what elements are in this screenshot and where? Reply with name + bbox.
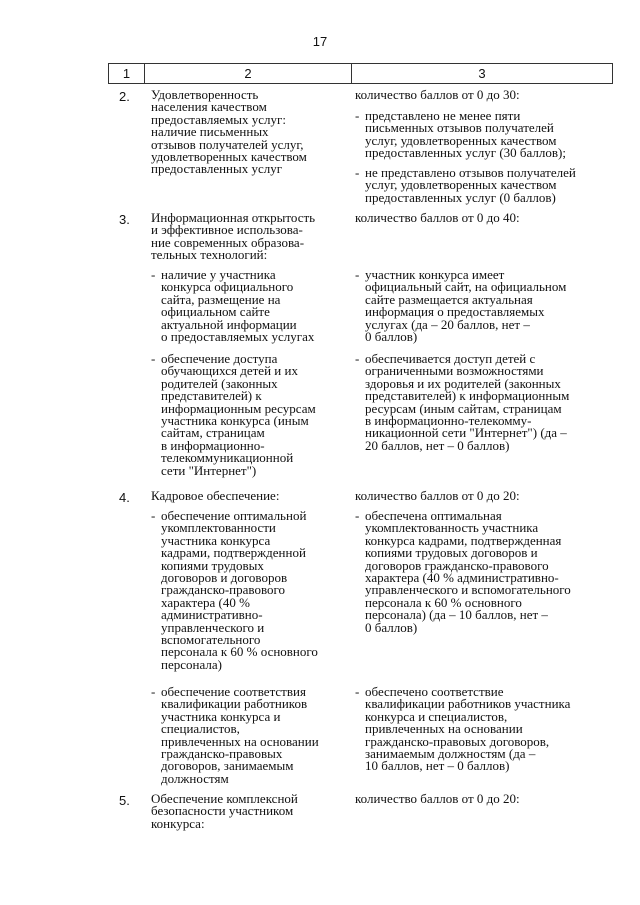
criterion-title-line: Информационная открытость	[151, 210, 316, 225]
score-range-text: количество баллов от 0 до 40:	[355, 210, 520, 225]
sub-criterion-line: привлеченных на основании	[365, 721, 523, 737]
sub-criterion-line: конкурса кадрами, подтвержденная	[365, 532, 562, 548]
criterion-title	[151, 490, 351, 502]
dash-marker: -	[355, 165, 360, 180]
sub-criterion-line: представителей) к	[161, 388, 262, 404]
table-header	[108, 63, 613, 84]
sub-criterion-line: обеспечивается доступ детей с	[365, 351, 536, 366]
criterion-title-line: предоставленных услуг	[151, 161, 283, 177]
criterion-title-line: безопасности участником	[151, 803, 294, 819]
sub-criterion-line: участник конкурса имеет	[365, 267, 505, 282]
sub-criterion-line: договоров гражданско-правового	[365, 557, 549, 573]
sub-criterion-line: специалистов,	[161, 721, 240, 737]
sub-criterion-line: ограниченными возможностями	[365, 363, 544, 379]
sub-criterion-line: услуг, удовлетворенных качеством	[365, 177, 557, 193]
criterion-title-line: удовлетворенных качеством	[151, 149, 307, 165]
sub-criterion-line: персонала) (да – 10 баллов, нет –	[365, 607, 548, 623]
sub-criterion-line: сайта, размещение на	[161, 291, 281, 307]
sub-criterion-line: участника конкурса и	[161, 708, 281, 724]
score-range-text: количество баллов от 0 до 20:	[355, 488, 520, 503]
sub-criterion-line: 0 баллов)	[365, 329, 418, 345]
sub-criterion-line: управленческого и вспомогательного	[365, 582, 571, 598]
sub-criterion-line: персонала к 60 % основного	[161, 644, 318, 660]
sub-criterion-line: участника конкурса (иным	[161, 413, 309, 429]
sub-criterion-line: предоставленных услуг (30 баллов);	[365, 145, 566, 161]
sub-criterion-line: обеспечение оптимальной	[161, 508, 307, 523]
sub-criterion-line: ресурсам (иным сайтам, страницам	[365, 400, 562, 416]
sub-criterion-line: персонала)	[161, 656, 222, 672]
criterion-title-line: Обеспечение комплексной	[151, 791, 298, 806]
sub-criterion-line: квалификации работников участника	[365, 696, 571, 712]
score-range	[355, 490, 613, 502]
sub-criterion-line: обеспечение доступа	[161, 351, 278, 366]
sub-criterion-line: письменных отзывов получателей	[365, 120, 554, 136]
sub-criterion	[151, 353, 351, 477]
sub-criterion	[151, 269, 351, 343]
dash-marker: -	[151, 267, 156, 282]
sub-criterion-line: конкурса и специалистов,	[365, 708, 508, 724]
dash-marker: -	[151, 351, 156, 366]
dash-marker: -	[151, 508, 156, 523]
sub-criterion-line: представлено не менее пяти	[365, 108, 521, 123]
sub-criterion-line: обеспечена оптимальная	[365, 508, 502, 523]
sub-criterion-line: информационным ресурсам	[161, 400, 316, 416]
score-range-text: количество баллов от 0 до 30:	[355, 87, 520, 102]
criterion-title-line: Удовлетворенность	[151, 87, 259, 102]
criterion-title-line: конкурса:	[151, 815, 205, 831]
sub-criterion-line: родителей (законных	[161, 375, 278, 391]
sub-criterion-line: обучающихся детей и их	[161, 363, 298, 379]
sub-criterion-line: укомплектованности	[161, 520, 276, 536]
criterion-title-line: Кадровое обеспечение:	[151, 488, 280, 503]
header-col-1: 1	[109, 64, 145, 83]
sub-criterion-line: не представлено отзывов получателей	[365, 165, 576, 180]
sub-criterion-line: сайте размещается актуальная	[365, 291, 533, 307]
sub-criterion-line: административно-	[161, 607, 263, 623]
sub-criterion-line: гражданско-правовых договоров,	[365, 733, 550, 749]
sub-criterion-score	[355, 353, 613, 452]
dash-marker: -	[355, 108, 360, 123]
criterion-title	[151, 89, 351, 176]
sub-criterion-line: персонала к 60 % основного	[365, 594, 522, 610]
dash-marker: -	[355, 508, 360, 523]
sub-criterion-line: кадрами, подтвержденной	[161, 545, 306, 561]
criterion-title-line: предоставляемых услуг:	[151, 111, 286, 127]
sub-criterion-score	[355, 686, 613, 773]
sub-criterion-line: вспомогательного	[161, 632, 261, 648]
page-number: 17	[312, 34, 328, 49]
sub-criterion	[151, 510, 351, 671]
sub-criterion-line: актуальной информации	[161, 316, 297, 332]
sub-criterion	[151, 686, 351, 785]
criterion-title-line: и эффективное использова-	[151, 222, 303, 238]
sub-criterion-line: услуг, удовлетворенных качеством	[365, 132, 557, 148]
sub-criterion-line: 10 баллов, нет – 0 баллов)	[365, 758, 510, 774]
sub-criterion-line: 0 баллов)	[365, 619, 418, 635]
row-number: 2.	[119, 89, 130, 104]
sub-criterion-line: никационной сети "Интернет") (да –	[365, 425, 567, 441]
sub-criterion-line: гражданско-правового	[161, 582, 286, 598]
dash-marker: -	[355, 684, 360, 699]
sub-criterion-line: услугах (да – 20 баллов, нет –	[365, 316, 530, 332]
dash-marker: -	[355, 351, 360, 366]
criterion-title	[151, 793, 351, 830]
row-number: 4.	[119, 490, 130, 505]
sub-criterion-line: укомплектованность участника	[365, 520, 539, 536]
sub-criterion-line: сайтам, страницам	[161, 425, 265, 441]
sub-criterion-line: копиями трудовых	[161, 557, 264, 573]
score-range	[355, 212, 613, 224]
sub-criterion-line: 20 баллов, нет – 0 баллов)	[365, 437, 510, 453]
sub-criterion-line: обеспечение соответствия	[161, 684, 306, 699]
criterion-title-line: населения качеством	[151, 99, 267, 115]
sub-criterion-line: гражданско-правовых	[161, 746, 283, 762]
header-col-3: 3	[478, 66, 486, 81]
sub-criterion-line: представителей) к информационным	[365, 388, 570, 404]
sub-criterion-line: договоров и договоров	[161, 570, 288, 586]
sub-criterion-line: должностям	[161, 770, 229, 786]
sub-criterion-score	[355, 110, 613, 160]
sub-criterion-score	[355, 167, 613, 204]
dash-marker: -	[151, 684, 156, 699]
criterion-title-line: ние современных образова-	[151, 234, 305, 250]
header-col-2: 2	[145, 64, 352, 83]
sub-criterion-line: квалификации работников	[161, 696, 308, 712]
sub-criterion-line: копиями трудовых договоров и	[365, 545, 538, 561]
sub-criterion-line: в информационно-телекомму-	[365, 413, 532, 429]
score-range-text: количество баллов от 0 до 20:	[355, 791, 520, 806]
row-number: 3.	[119, 212, 130, 227]
sub-criterion-line: наличие у участника	[161, 267, 276, 282]
sub-criterion-line: официальный сайт, на официальном	[365, 279, 567, 295]
criterion-title-line: наличие письменных	[151, 124, 269, 140]
sub-criterion-line: характера (40 % административно-	[365, 570, 559, 586]
sub-criterion-line: управленческого и	[161, 619, 265, 635]
sub-criterion-line: сети "Интернет")	[161, 462, 257, 478]
criterion-title-line: отзывов получателей услуг,	[151, 136, 304, 152]
sub-criterion-score	[355, 269, 613, 343]
sub-criterion-line: о предоставляемых услугах	[161, 329, 315, 345]
sub-criterion-line: характера (40 %	[161, 594, 250, 610]
score-range	[355, 793, 613, 805]
sub-criterion-line: в информационно-	[161, 437, 265, 453]
sub-criterion-line: занимаемым должностям (да –	[365, 746, 536, 762]
score-range	[355, 89, 613, 101]
sub-criterion-line: договоров, занимаемым	[161, 758, 294, 774]
dash-marker: -	[355, 267, 360, 282]
sub-criterion-line: конкурса официального	[161, 279, 294, 295]
sub-criterion-line: здоровья и их родителей (законных	[365, 375, 561, 391]
sub-criterion-score	[355, 510, 613, 634]
sub-criterion-line: привлеченных на основании	[161, 733, 319, 749]
criterion-title	[151, 212, 351, 262]
row-number: 5.	[119, 793, 130, 808]
sub-criterion-line: информация о предоставляемых	[365, 304, 545, 320]
sub-criterion-line: участника конкурса	[161, 532, 271, 548]
sub-criterion-line: обеспечено соответствие	[365, 684, 504, 699]
sub-criterion-line: предоставленных услуг (0 баллов)	[365, 189, 556, 205]
sub-criterion-line: телекоммуникационной	[161, 450, 294, 466]
sub-criterion-line: официальном сайте	[161, 304, 270, 320]
criterion-title-line: тельных технологий:	[151, 247, 268, 263]
